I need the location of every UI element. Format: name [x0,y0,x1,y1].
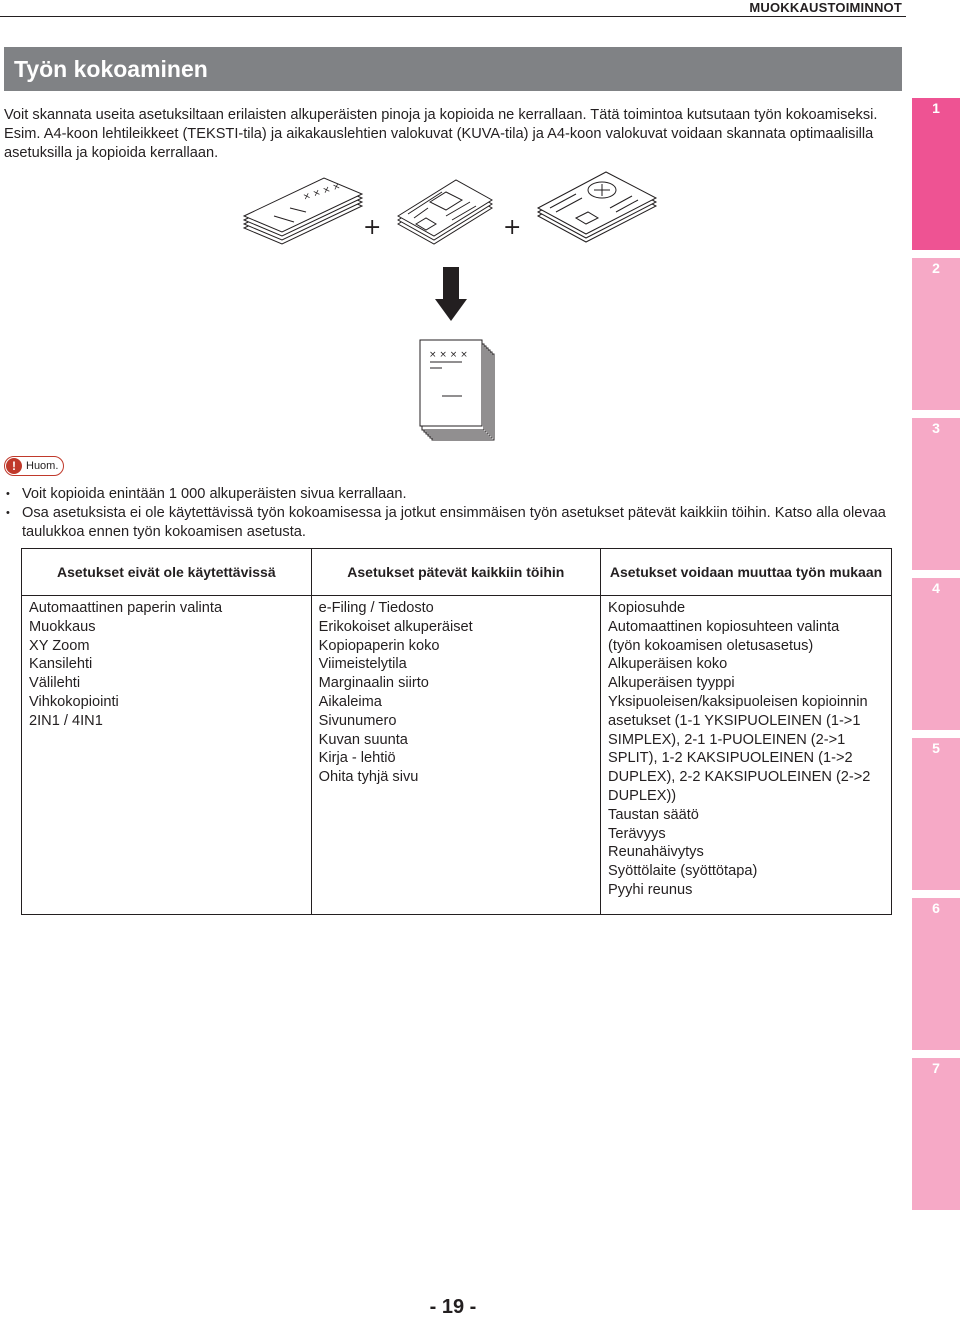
table-cell-line: Kopiosuhde [608,600,686,616]
table-cell-line: Kuvan suunta [318,731,408,748]
table-cell-line: (työn kokoamisen oletusasetus) [608,637,814,654]
page-number: - 19 - [429,1296,477,1318]
chapter-tab-4[interactable]: 4 [912,578,960,730]
text-original-stack [244,178,362,244]
table-cell-line: Sivunumero [318,712,397,729]
table-cell-line: Muokkaus [29,618,96,635]
figure-marks-output: × × × × [429,350,468,360]
plus-sign-2: + [503,215,522,240]
table-cell-line: Yksipuoleisen/kaksipuoleisen kopioinnin [608,693,868,710]
table-cell-line: Reunahäivytys [608,844,704,861]
chapter-tab-3[interactable]: 3 [912,418,960,570]
chapter-tab-2[interactable]: 2 [912,258,960,410]
table-cell-line: DUPLEX)) [608,787,677,804]
col-apply-all [311,596,600,915]
table-cell-line: Vihkokopiointi [29,693,119,710]
table-cell-line: Alkuperäisen tyyppi [608,675,735,692]
table-cell-line: XY Zoom [29,637,90,654]
note-bullets [4,485,894,542]
table-cell-line: Marginaalin siirto [318,675,429,692]
exclamation-icon: ! [6,458,22,474]
col-unavailable [22,596,312,915]
table-cell-line: e-Filing / Tiedosto [318,600,434,616]
table-cell-line: Viimeistelytila [318,656,407,673]
intro-paragraph: Voit skannata useita asetuksiltaan erilaisten alkuperäisten pinoja ja kopioida ne kerrallaan. Tätä toimintoa kutsutaan työn kokoamiseksi. Esim. A4-koon lehtileikkeet (TEKSTI-tila) ja aikakauslehtien valokuvat (KUVA-tila) ja A4-koon valokuvat voidaan skannata optimaalisilla asetuksilla ja kopioida kerrallaan. [4,107,878,161]
table-cell-line: Aikaleima [318,693,382,710]
table-cell-line: Terävyys [608,825,666,842]
table-cell-line: Ohita tyhjä sivu [318,769,419,786]
table-cell-line: asetukset (1-1 YKSIPUOLEINEN (1->1 [608,712,861,729]
down-arrow-icon [435,267,467,321]
job-build-figure [230,170,680,450]
bullet-item: • Osa asetuksista ei ole käytettävissä työn kokoamisessa ja jotkut ensimmäisen työn asetukset pätevät kaikkiin töihin. Katso alla olevaa taulukkoa ennen työn kokoamisen asetusta. [4,504,894,542]
table-cell-line: Syöttölaite (syöttötapa) [608,863,758,880]
table-cell-line: Kansilehti [29,656,93,673]
header-apply-all: Asetukset pätevät kaikkiin töihin [311,549,600,596]
table-cell-line: Erikokoiset alkuperäiset [318,618,473,635]
table-cell-line: Pyyhi reunus [608,881,693,898]
section-title: MUOKKAUSTOIMINNOT [749,0,902,15]
table-cell-line: Taustan säätö [608,806,699,823]
table-cell-line: Automaattinen kopiosuhteen valinta [608,618,840,635]
table-cell-line: Kirja - lehtiö [318,750,396,767]
table-cell-line: 2IN1 / 4IN1 [29,712,103,729]
note-label: Huom. [26,460,59,472]
photo-original-stack [538,172,656,242]
chapter-tab-7[interactable]: 7 [912,1058,960,1210]
table-cell-line: Alkuperäisen koko [608,656,728,673]
page-title: Työn kokoaminen [4,47,902,91]
figure-marks-top: × × × × [301,181,342,203]
table-cell-line: SIMPLEX), 2-1 1-PUOLEINEN (2->1 [608,731,846,748]
header-rule [0,16,906,17]
col-per-job [601,596,892,915]
chapter-tab-6[interactable]: 6 [912,898,960,1050]
bullet-item: • Voit kopioida enintään 1 000 alkuperäisten sivua kerrallaan. [4,485,894,504]
chapter-tab-5[interactable]: 5 [912,738,960,890]
table-cell-line: Välilehti [29,675,81,692]
note-badge [4,456,64,476]
chapter-tab-1[interactable]: 1 [912,98,960,250]
header-unavailable: Asetukset eivät ole käytettävissä [22,549,312,596]
magazine-photo-stack [398,180,492,244]
table-cell-line: Automaattinen paperin valinta [29,600,223,616]
header-per-job: Asetukset voidaan muuttaa työn mukaan [601,549,892,596]
plus-sign-1: + [363,215,382,240]
table-cell-line: DUPLEX), 2-2 KAKSIPUOLEINEN (2->2 [608,769,871,786]
table-cell-line: SPLIT), 1-2 KAKSIPUOLEINEN (1->2 [608,750,853,767]
settings-table [21,548,892,915]
table-cell-line: Kopiopaperin koko [318,637,440,654]
